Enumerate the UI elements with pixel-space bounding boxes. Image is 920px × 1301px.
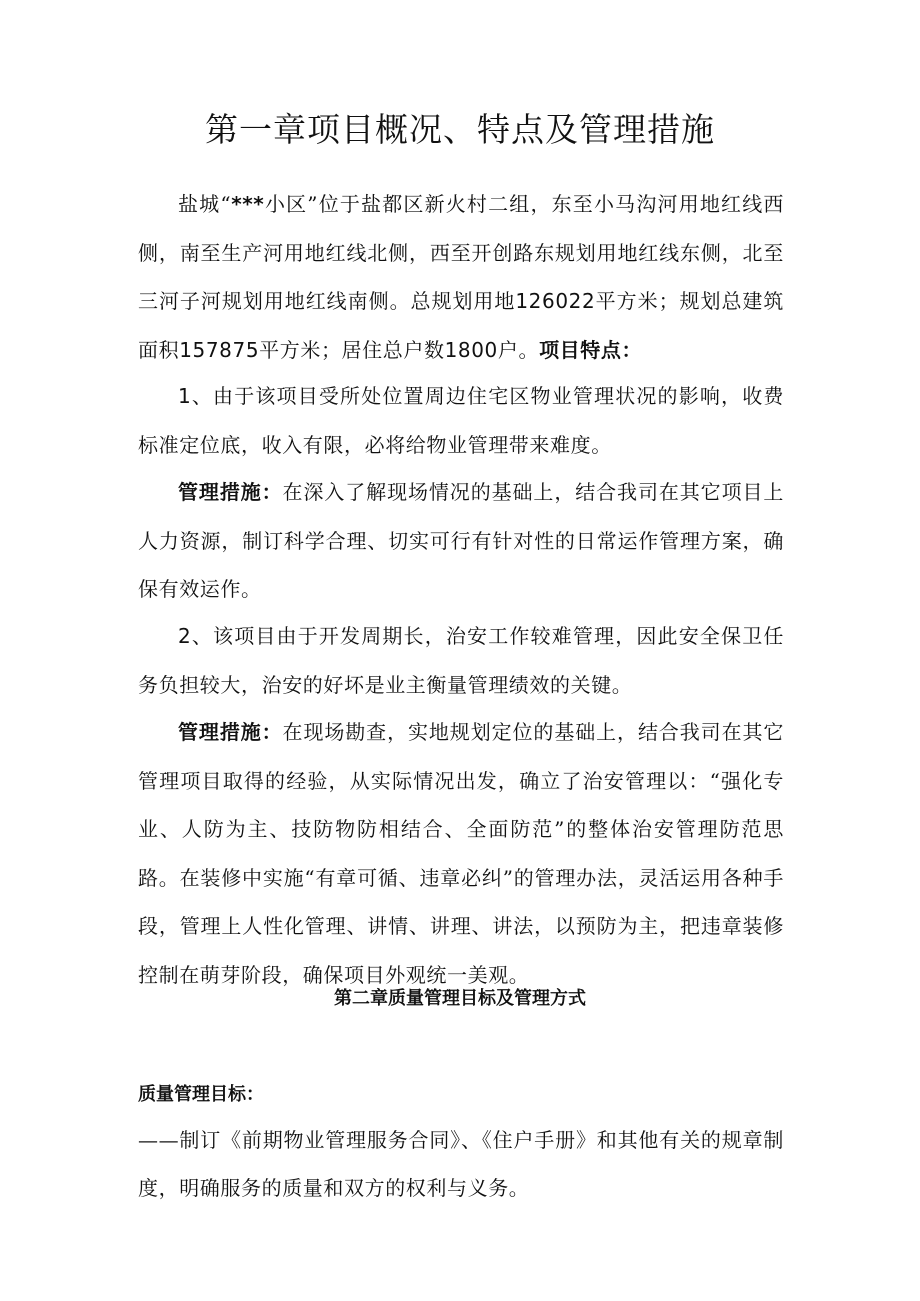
quality-goal-heading: 质量管理目标： bbox=[138, 1084, 264, 1105]
chapter-1-title: 第一章项目概况、特点及管理措施 bbox=[205, 110, 715, 149]
overview-text-b: 小区”位于盐都区新火村二组，东至小马沟河用地红线西侧，南至生产河用地红线北侧，西至开创路东规划用地红线东侧，北至三河子河规划用地红线南侧。总规划用地 bbox=[138, 192, 784, 314]
households-value: 1800 bbox=[444, 337, 498, 362]
measure-1-label: 管理措施： bbox=[178, 480, 283, 504]
overview-text-d: 平方米；居住总户数 bbox=[259, 337, 445, 362]
point-1-number: 1 bbox=[178, 384, 192, 408]
features-label: 项目特点： bbox=[539, 337, 643, 362]
management-measure-2 bbox=[138, 708, 784, 1000]
measure-2-text: 在现场勘查，实地规划定位的基础上，结合我司在其它管理项目取得的经验，从实际情况出发，确立了治安管理以：“强化专业、人防为主、技防物防相结合、全面防范”的整体治安管理防范思路。在装修中实施“有章可循、违章必纠”的管理办法，灵活运用各种手段，管理上人性化管理、讲情、讲理、讲法，以预防为主，把违章装修控制在萌芽阶段，确保项目外观统一美观。 bbox=[138, 720, 785, 987]
land-area-value: 126022 bbox=[515, 289, 596, 314]
point-1-text: 、由于该项目受所处位置周边住宅区物业管理状况的影响，收费标准定位底，收入有限，必将给物业管理带来难度。 bbox=[138, 384, 784, 457]
point-2-number: 2 bbox=[178, 624, 192, 648]
point-2-text: 、该项目由于开发周期长，治安工作较难管理，因此安全保卫任务负担较大，治安的好坏是业主衡量管理绩效的关键。 bbox=[138, 624, 784, 697]
overview-text-e: 户。 bbox=[497, 337, 540, 362]
overview-text-a: 盐城“ bbox=[178, 192, 232, 216]
building-area-value: 157875 bbox=[179, 337, 260, 362]
chapter-2-title: 第二章质量管理目标及管理方式 bbox=[334, 988, 586, 1009]
feature-point-2 bbox=[138, 612, 784, 709]
measure-1-text: 在深入了解现场情况的基础上，结合我司在其它项目上人力资源，制订科学合理、切实可行有针对性的日常运作管理方案，确保有效运作。 bbox=[138, 480, 785, 602]
project-overview-paragraph bbox=[138, 180, 784, 374]
overview-stars: *** bbox=[231, 192, 265, 216]
feature-point-1 bbox=[138, 372, 784, 469]
management-measure-1 bbox=[138, 468, 784, 614]
overview-text-c: 平方米；规划总建筑面积 bbox=[138, 289, 784, 362]
quality-goal-text: ——制订《前期物业管理服务合同》、《住户手册》和其他有关的规章制度，明确服务的质量和双方的权利与义务。 bbox=[138, 1128, 784, 1200]
measure-2-label: 管理措施： bbox=[178, 720, 283, 744]
